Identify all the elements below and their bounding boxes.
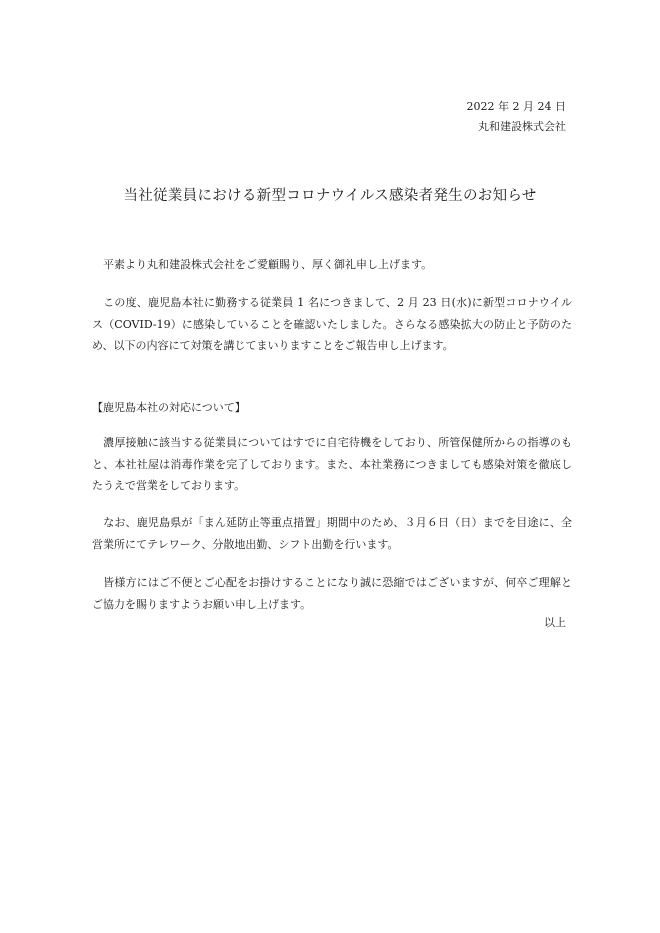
section-heading: 【鹿児島本社の対応について】 — [92, 401, 246, 414]
greeting-text: 平素より丸和建設株式会社をご愛顧賜り、厚く御礼申し上げます。 — [103, 258, 433, 271]
measures-text: なお、鹿児島県が「まん延防止等重点措置」期間中のため、３月６日（日）までを目途に、全営業所にてテレワーク、分散地出勤、シフト出勤を行います。 — [92, 516, 573, 551]
document-date: 2022 年 2 月 24 日 — [466, 100, 566, 113]
response-paragraph — [92, 432, 572, 497]
document-title: 当社従業員における新型コロナウイルス感染者発生のお知らせ — [123, 188, 537, 204]
document-header — [467, 97, 566, 137]
closing-mark: 以上 — [544, 616, 566, 629]
response-text: 濃厚接触に該当する従業員についてはすでに自宅待機をしており、所管保健所からの指導のもと、本社社屋は消毒作業を完了しております。また、本社業務につきましても感染対策を徹底したうえで営業をしております。 — [92, 436, 573, 492]
announcement-paragraph — [92, 292, 572, 357]
company-name: 丸和建設株式会社 — [478, 120, 566, 133]
apology-text: 皆様方にはご不便とご心配をお掛けすることになり誠に恐縮ではございますが、何卒ご理解とご協力を賜りますようお願い申し上げます。 — [92, 576, 573, 611]
greeting-paragraph — [92, 254, 572, 276]
announcement-text: この度、鹿児島本社に勤務する従業員 1 名につきまして、2 月 23 日(水)に新型コロナウイルス（COVID-19）に感染していることを確認いたしました。さらなる感染拡大の防止と予防のため、以下の内容にて対策を講じてまいりますことをご報告申し上げます。 — [92, 296, 572, 352]
measures-paragraph — [92, 512, 572, 555]
apology-paragraph — [92, 572, 572, 615]
